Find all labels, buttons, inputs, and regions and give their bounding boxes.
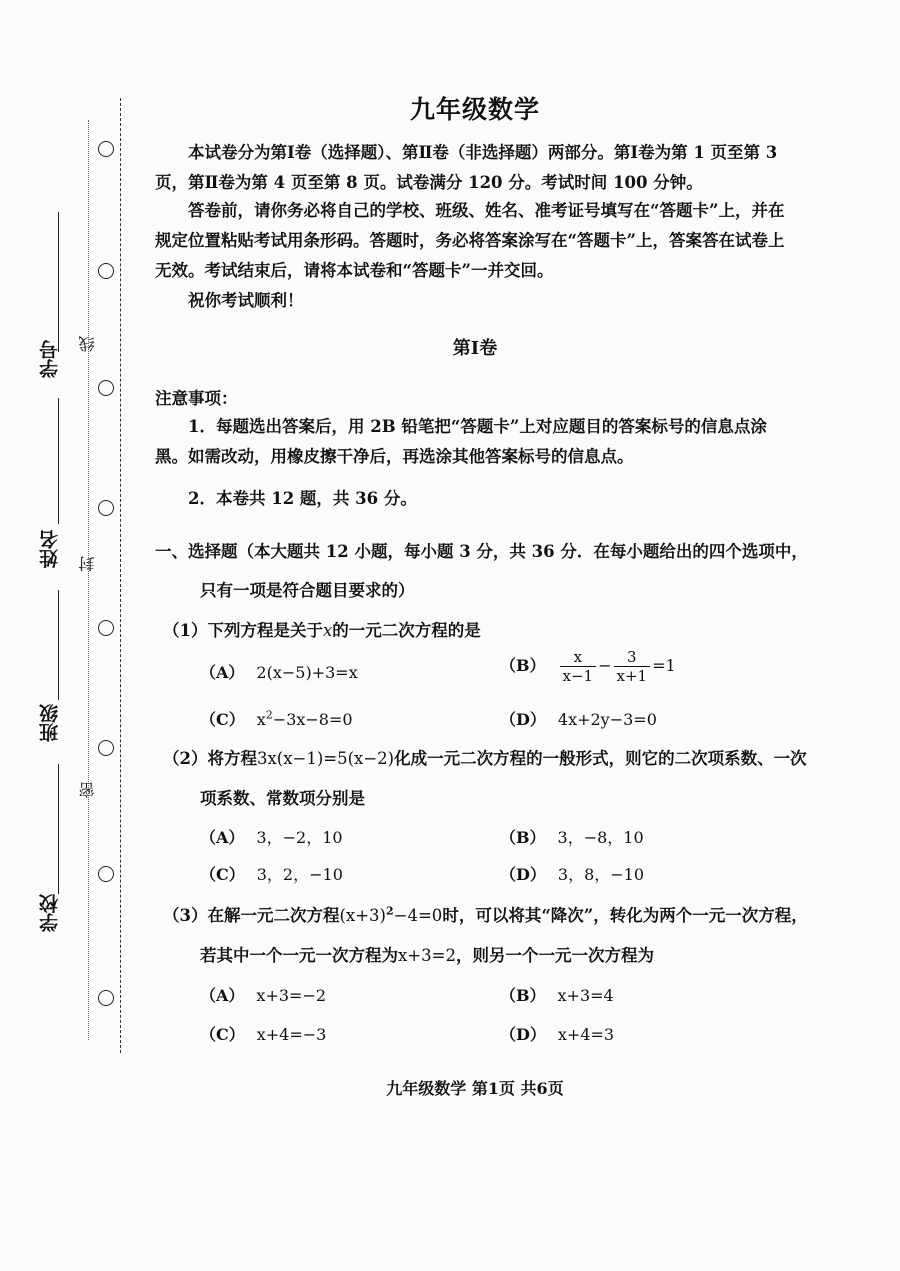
seal-mark-line: 线 — [78, 336, 97, 352]
question-3-stem-cont: 若其中一个一元一次方程为x+3=2，则另一个一元一次方程为 — [200, 946, 654, 965]
question-1-option-b: （B） $\frac{x}{x-1}$ − $\frac{3}{x+1}$ =1 — [500, 648, 676, 685]
notice-item-1: 1．每题选出答案后，用 2B 铅笔把“答题卡”上对应题目的答案标号的信息点涂黑。如需改动，用橡皮擦干净后，再选涂其他答案标号的信息点。 — [155, 417, 767, 466]
question-1-option-c: （C） $x^2-3x-8=0$ — [200, 708, 353, 729]
class-underline — [58, 590, 59, 700]
binding-hole — [98, 263, 114, 279]
name-label: 姓名 — [39, 530, 61, 568]
class-label: 班级 — [39, 704, 61, 742]
question-number: （2） — [163, 749, 208, 768]
part1-heading-cont: 只有一项是符合题目要求的） — [200, 581, 415, 600]
question-2-option-a: （A） 3，−2，10 — [200, 828, 343, 847]
binding-hole — [98, 620, 114, 636]
binding-hole — [98, 500, 114, 516]
question-number: （1） — [163, 621, 208, 640]
fraction: $\frac{3}{x+1}$ — [614, 648, 651, 685]
binding-hole — [98, 740, 114, 756]
student-no-underline — [58, 212, 59, 352]
page-title: 九年级数学 — [409, 95, 540, 124]
school-label: 学校 — [39, 894, 61, 932]
intro-paragraph-3: 祝你考试顺利！ — [188, 291, 304, 310]
question-1-stem: （1）下列方程是关于x的一元二次方程的是 — [163, 621, 481, 640]
seal-mark-secret: 密 — [78, 782, 97, 798]
section-title: 第Ⅰ卷 — [452, 338, 498, 359]
seal-mark-seal: 封 — [78, 556, 97, 572]
name-underline — [58, 398, 59, 524]
notice-item-2: 2．本卷共 12 题，共 36 分。 — [188, 489, 417, 508]
notice-heading: 注意事项： — [155, 389, 238, 408]
binding-dashed-line — [120, 98, 121, 1053]
binding-hole — [98, 380, 114, 396]
binding-dotted-line — [88, 120, 89, 1040]
question-3-option-c: （C） x+4=−3 — [200, 1025, 327, 1044]
question-3-stem: （3）在解一元二次方程$(x+3)^2-4=0$时，可以将其“降次”，转化为两个一元一次方程， — [163, 904, 808, 925]
question-2-stem: （2）将方程3x(x−1)=5(x−2)化成一元二次方程的一般形式，则它的二次项系数、一次 — [163, 749, 807, 768]
binding-hole — [98, 990, 114, 1006]
part1-heading: 一、选择题（本大题共 12 小题，每小题 3 分，共 36 分．在每小题给出的四个选项中， — [155, 542, 808, 561]
intro-paragraph-1: 本试卷分为第Ⅰ卷（选择题）、第Ⅱ卷（非选择题）两部分。第Ⅰ卷为第 1 页至第 3 页，第Ⅱ卷为第 4 页至第 8 页。试卷满分 120 分。考试时间 100 分钟。 — [155, 143, 778, 192]
binding-hole — [98, 866, 114, 882]
page-footer: 九年级数学 第1页 共6页 — [386, 1079, 564, 1098]
intro-paragraph-2: 答卷前，请你务必将自己的学校、班级、姓名、准考证号填写在“答题卡”上，并在规定位置粘贴考试用条形码。答题时，务必将答案涂写在“答题卡”上，答案答在试卷上无效。考试结束后，请将本试卷和“答题卡”一并交回。 — [155, 201, 785, 280]
question-2-stem-cont: 项系数、常数项分别是 — [200, 789, 365, 808]
binding-hole — [98, 141, 114, 157]
question-1-option-a: （A） 2(x−5)+3=x — [200, 663, 358, 682]
question-number: （3） — [163, 906, 208, 925]
question-2-option-c: （C） 3，2，−10 — [200, 865, 343, 884]
student-no-label: 学号 — [39, 340, 61, 378]
question-2-option-d: （D） 3，8，−10 — [500, 865, 645, 884]
question-2-option-b: （B） 3，−8，10 — [500, 828, 644, 847]
question-3-option-a: （A） x+3=−2 — [200, 986, 327, 1005]
question-3-option-d: （D） x+4=3 — [500, 1025, 615, 1044]
question-3-option-b: （B） x+3=4 — [500, 986, 614, 1005]
school-underline — [58, 764, 59, 894]
question-1-option-d: （D） 4x+2y−3=0 — [500, 710, 657, 729]
fraction: $\frac{x}{x-1}$ — [560, 648, 597, 685]
